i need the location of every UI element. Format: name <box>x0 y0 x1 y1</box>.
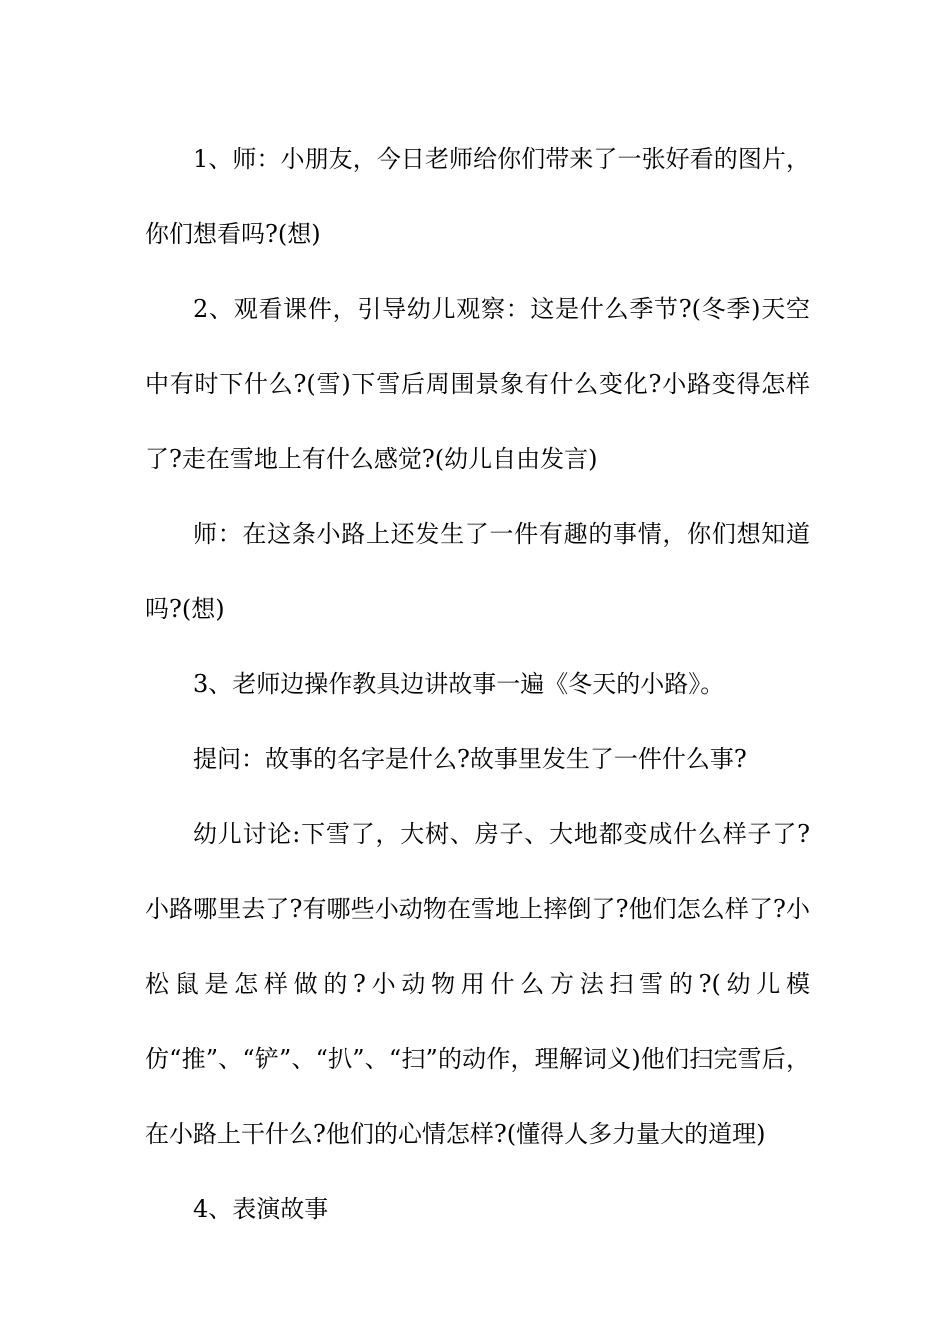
paragraph-step-4: 4、表演故事 <box>193 1195 329 1223</box>
document-body <box>145 122 810 1247</box>
paragraph-teacher-question: 师：在这条小路上还发生了一件有趣的事情，你们想知道吗?(想) <box>145 520 810 623</box>
paragraph-step-1: 1、师：小朋友，今日老师给你们带来了一张好看的图片，你们想看吗?(想) <box>145 145 810 248</box>
paragraph-discussion: 幼儿讨论:下雪了，大树、房子、大地都变成什么样子了?小路哪里去了?有哪些小动物在雪地上摔倒了?他们怎么样了?小松鼠是怎样做的?小动物用什么方法扫雪的?(幼儿模仿“推”、“铲”、“扒”、“扫”的动作，理解词义)他们扫完雪后，在小路上干什么?他们的心情怎样?(懂得人多力量大的道理) <box>145 820 810 1148</box>
paragraph-step-2: 2、观看课件，引导幼儿观察：这是什么季节?(冬季)天空中有时下什么?(雪)下雪后周围景象有什么变化?小路变得怎样了?走在雪地上有什么感觉?(幼儿自由发言) <box>145 295 810 473</box>
paragraph-step-3: 3、老师边操作教具边讲故事一遍《冬天的小路》。 <box>193 670 725 698</box>
paragraph-questions: 提问：故事的名字是什么?故事里发生了一件什么事? <box>193 745 747 773</box>
